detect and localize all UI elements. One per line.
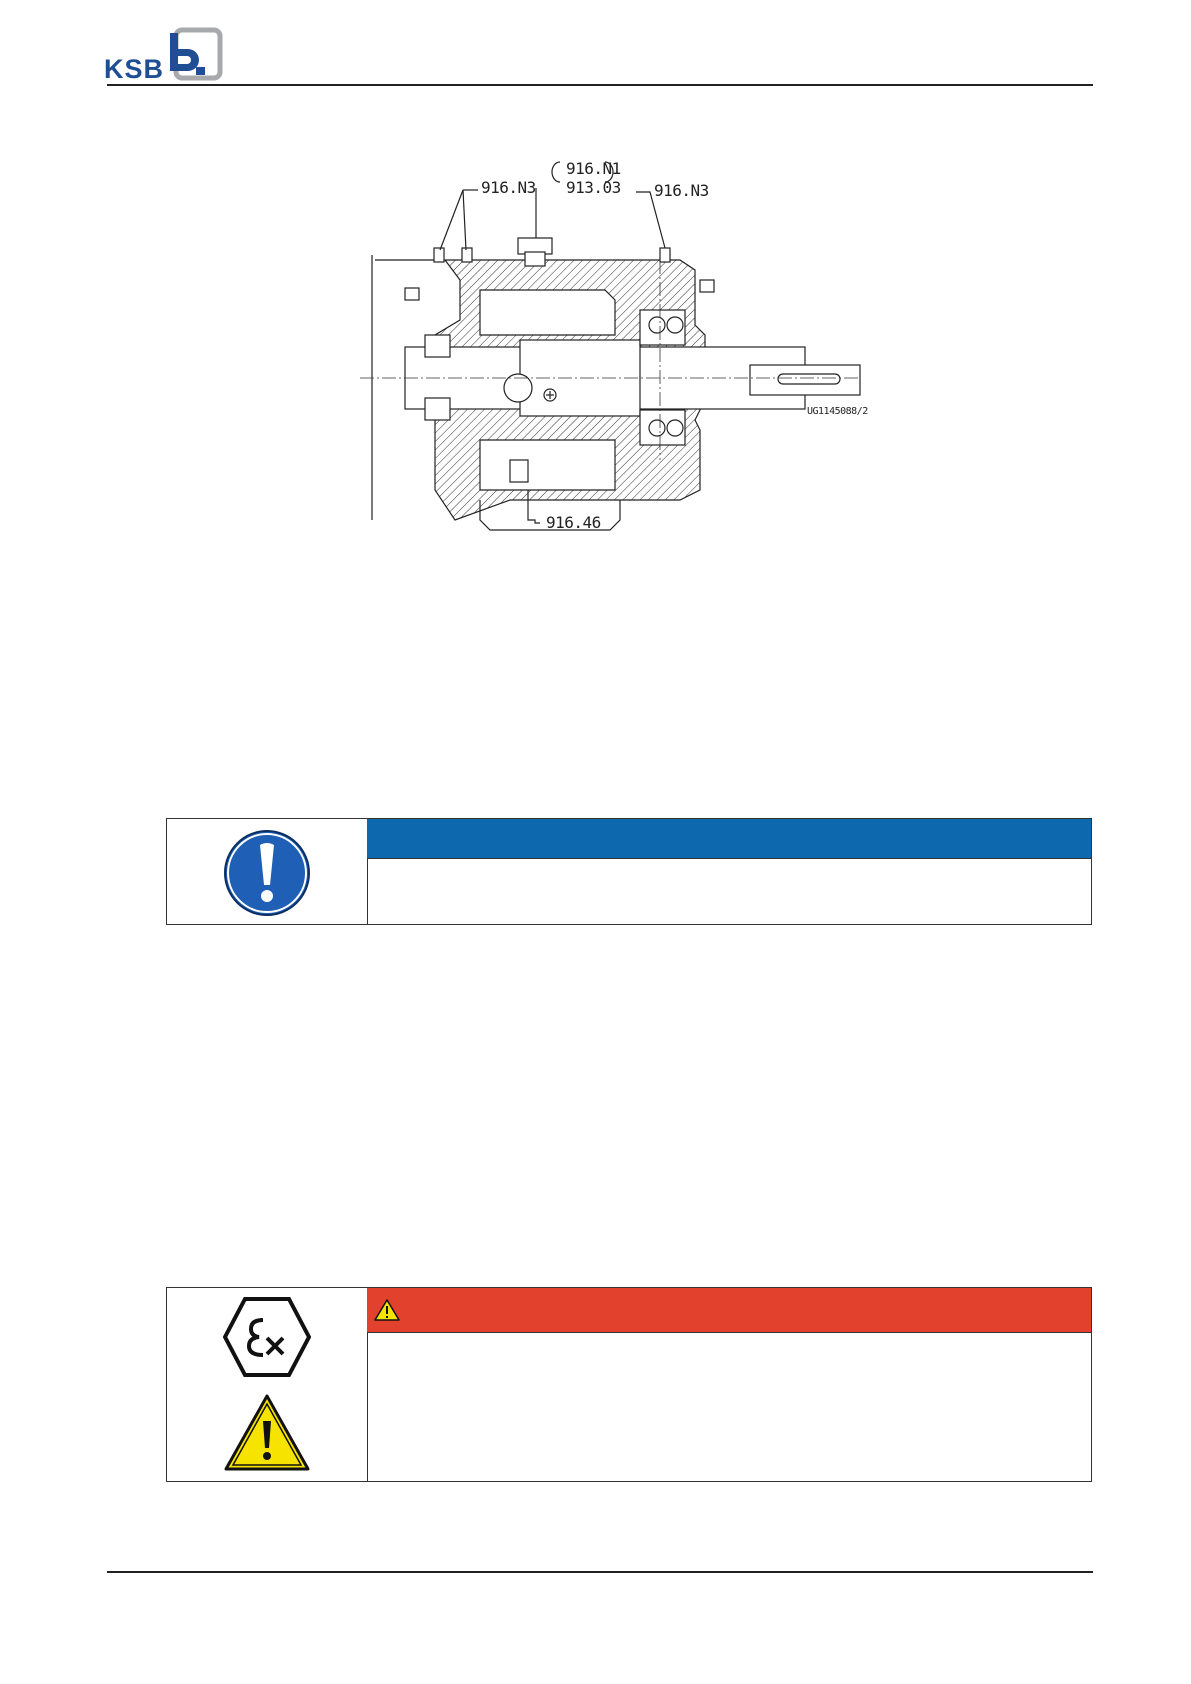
warning-triangle-icon bbox=[223, 1393, 311, 1473]
notice-header-bar bbox=[367, 819, 1091, 859]
danger-box bbox=[166, 1287, 1092, 1482]
header-divider bbox=[107, 84, 1093, 86]
sectional-drawing-graphic bbox=[360, 160, 900, 580]
callout-916-n3-right: 916.N3 bbox=[654, 181, 709, 200]
bearing-bracket-sectional-drawing bbox=[360, 160, 900, 580]
callout-916-n3-left: 916.N3 bbox=[481, 178, 536, 197]
ksb-b-mark-icon bbox=[166, 27, 226, 83]
callout-913-03: 913.03 bbox=[566, 178, 621, 197]
logo-wordmark: KSB bbox=[104, 54, 165, 84]
footer-divider bbox=[107, 1571, 1093, 1573]
drawing-code: UG1145088/2 bbox=[807, 406, 868, 417]
notice-box bbox=[166, 818, 1092, 925]
ksb-logo bbox=[104, 27, 226, 83]
danger-header-bar bbox=[367, 1288, 1091, 1333]
small-warning-triangle-icon bbox=[371, 1294, 403, 1326]
callout-916-46: 916.46 bbox=[546, 513, 601, 532]
callout-916-n1: 916.N1 bbox=[566, 159, 621, 178]
explosion-protection-icon bbox=[223, 1296, 311, 1378]
mandatory-action-icon bbox=[223, 829, 311, 917]
notice-icon-cell bbox=[167, 819, 368, 924]
danger-icon-cell bbox=[167, 1288, 368, 1481]
